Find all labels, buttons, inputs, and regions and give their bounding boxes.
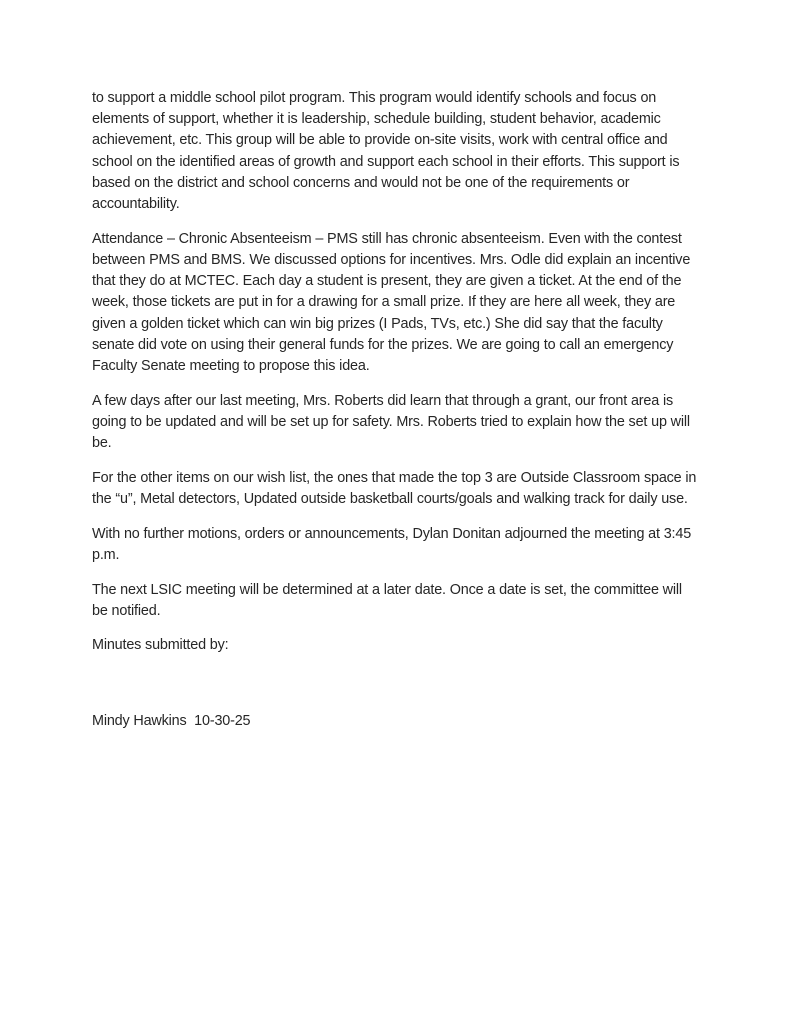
signature-spacer [92,657,698,711]
paragraph-front-area-grant: A few days after our last meeting, Mrs. Roberts did learn that through a grant, our front area is going to be updated and will be set up for safety. Mrs. Roberts tried to explain how the set up will be. [92,392,690,452]
signature-line: Mindy Hawkins 10-30-25 [92,712,251,729]
paragraph-wish-list-top-three: For the other items on our wish list, the ones that made the top 3 are Outside Classroom space in the “u”, Metal detectors, Updated outside basketball courts/goals and walking track for daily use. [92,469,697,507]
paragraph-adjournment: With no further motions, orders or announcements, Dylan Donitan adjourned the meeting at 3:45 p.m. [92,525,692,563]
paragraph-attendance-chronic-absenteeism: Attendance – Chronic Absenteeism – PMS still has chronic absenteeism. Even with the contest between PMS and BMS. We discussed options for incentives. Mrs. Odle did explain an incentive that they do at MCTEC. Each day a student is present, they are given a ticket. At the end of the week, those tickets are put in for a drawing for a small prize. If they are here all week, they are given a golden ticket which can win big prizes (I Pads, TVs, etc.) She did say that the faculty senate did vote on using their general funds for the prizes. We are going to call an emergency Faculty Senate meeting to propose this idea. [92,230,691,374]
paragraph-support-program: to support a middle school pilot program. This program would identify schools and focus on elements of support, whether it is leadership, schedule building, student behavior, academic achievement, etc. This group will be able to provide on-site visits, work with central office and school on the identified areas of growth and support each school in their efforts. This support is based on the district and school concerns and would not be one of the requirements or accountability. [92,90,680,213]
paragraph-minutes-submitted-by: Minutes submitted by: [92,637,229,654]
paragraph-next-meeting: The next LSIC meeting will be determined at a later date. Once a date is set, the committee will be notified. [92,581,682,619]
document-text-body [92,88,698,732]
